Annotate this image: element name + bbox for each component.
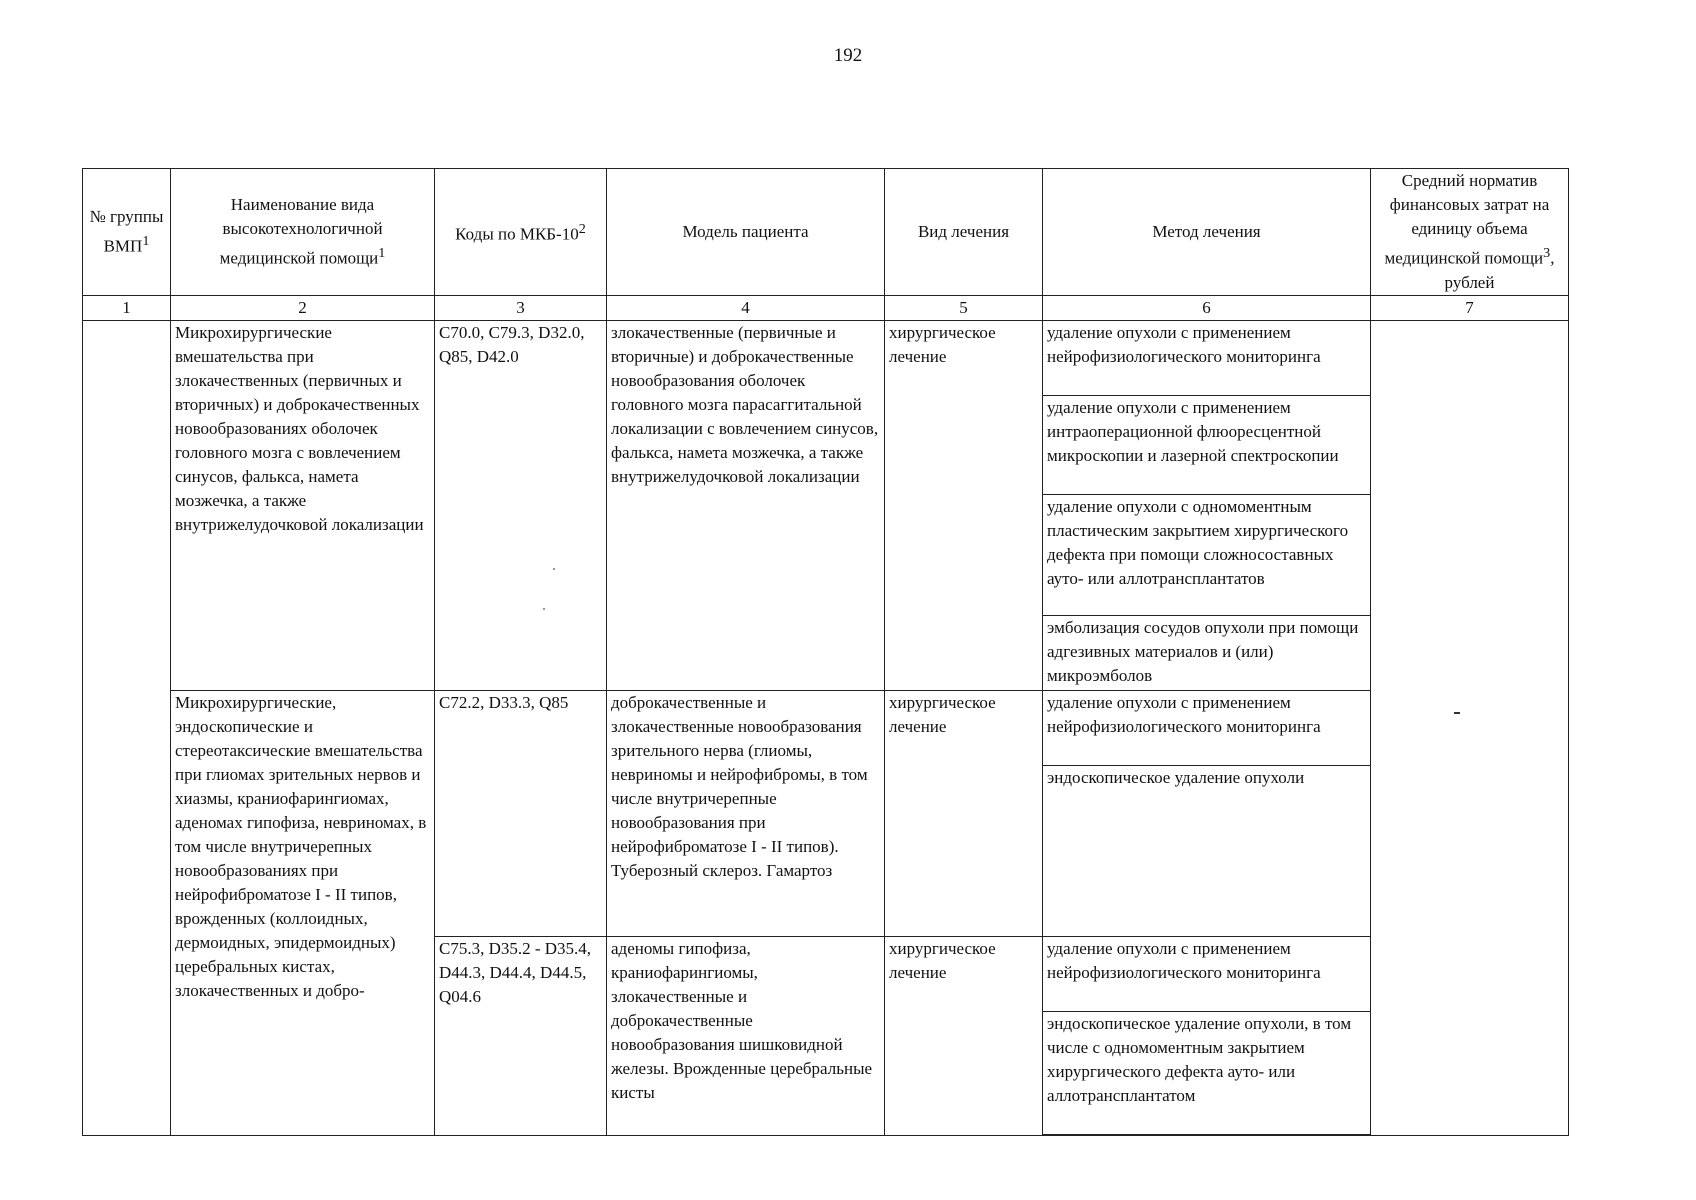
treatment-method-cell: эмболизация сосудов опухоли при помощи адгезивных материалов и (или) микроэмболов — [1043, 615, 1371, 690]
header-group-number: № группы ВМП$^1$ — [83, 169, 171, 296]
header-row — [83, 169, 1569, 296]
header-patient-model: Модель пациента — [607, 169, 885, 296]
treatment-method-cell: эндоскопическое удаление опухоли — [1043, 765, 1371, 936]
treatment-method-cell — [1043, 1134, 1371, 1135]
group-number-cell — [83, 320, 171, 1135]
icd-codes-cell: C75.3, D35.2 - D35.4, D44.3, D44.4, D44.5, Q04.6 — [435, 936, 607, 1135]
table-row — [83, 320, 1569, 395]
column-number-row — [83, 295, 1569, 320]
scan-mark — [1454, 712, 1460, 714]
scan-speck — [543, 608, 545, 610]
column-number: 5 — [885, 295, 1043, 320]
cost-cell — [1371, 320, 1569, 1135]
treatment-method-cell: удаление опухоли с применением интраоперационной флюоресцентной микроскопии и лазерной спектроскопии — [1043, 395, 1371, 494]
vmp-name-cell: Микрохирургические, эндоскопические и стереотаксические вмешательства при глиомах зрительных нервов и хиазмы, краниофарингиомах, аденомах гипофиза, невриномах, в том числе внутричерепных новообразованиях при нейрофиброматозе I - II типов, врожденных (коллоидных, дермоидных, эпидермоидных) церебральных кистах, злокачественных и добро- — [171, 690, 435, 1135]
table-row — [83, 690, 1569, 765]
column-number: 3 — [435, 295, 607, 320]
header-icd-codes: Коды по МКБ-$10^2$ — [435, 169, 607, 296]
patient-model-cell: аденомы гипофиза, краниофарингиомы, злокачественные и доброкачественные новообразования шишковидной железы. Врожденные церебральные кисты — [607, 936, 885, 1135]
treatment-method-cell: удаление опухоли с применением нейрофизиологического мониторинга — [1043, 936, 1371, 1011]
treatment-type-cell: хирургическое лечение — [885, 690, 1043, 936]
icd-codes-cell: C70.0, C79.3, D32.0, Q85, D42.0 — [435, 320, 607, 690]
scan-speck — [553, 568, 555, 570]
treatment-type-cell: хирургическое лечение — [885, 320, 1043, 690]
patient-model-cell: доброкачественные и злокачественные новообразования зрительного нерва (глиомы, невриномы и нейрофибромы, в том числе внутричерепные новообразования при нейрофиброматозе I - II типов). Туберозный склероз. Гамартоз — [607, 690, 885, 936]
treatment-method-cell: удаление опухоли с одномоментным пластическим закрытием хирургического дефекта при помощи сложносоставных ауто- или аллотрансплантатов — [1043, 494, 1371, 615]
vmp-table — [82, 168, 1569, 1136]
treatment-type-cell: хирургическое лечение — [885, 936, 1043, 1135]
column-number: 2 — [171, 295, 435, 320]
header-cost-standard: Средний норматив финансовых затрат на единицу объема медицинской помощи$^3$, рублей — [1371, 169, 1569, 296]
column-number: 4 — [607, 295, 885, 320]
treatment-method-cell: удаление опухоли с применением нейрофизиологического мониторинга — [1043, 320, 1371, 395]
column-number: 1 — [83, 295, 171, 320]
patient-model-cell: злокачественные (первичные и вторичные) и доброкачественные новообразования оболочек головного мозга парасаггитальной локализации с вовлечением синусов, фалькса, намета мозжечка, а также внутрижелудочковой локализации — [607, 320, 885, 690]
header-treatment-type: Вид лечения — [885, 169, 1043, 296]
column-number: 7 — [1371, 295, 1569, 320]
header-treatment-method: Метод лечения — [1043, 169, 1371, 296]
treatment-method-cell: эндоскопическое удаление опухоли, в том числе с одномоментным закрытием хирургического дефекта ауто- или аллотрансплантатом — [1043, 1011, 1371, 1134]
page-number: 192 — [833, 45, 863, 66]
header-vmp-name: Наименование вида высокотехнологичной медицинской помощи$^1$ — [171, 169, 435, 296]
vmp-name-cell: Микрохирургические вмешательства при злокачественных (первичных и вторичных) и доброкачественных новообразованиях оболочек головного мозга с вовлечением синусов, фалькса, намета мозжечка, а также внутрижелудочковой локализации — [171, 320, 435, 690]
treatment-method-cell: удаление опухоли с применением нейрофизиологического мониторинга — [1043, 690, 1371, 765]
column-number: 6 — [1043, 295, 1371, 320]
icd-codes-cell: C72.2, D33.3, Q85 — [435, 690, 607, 936]
